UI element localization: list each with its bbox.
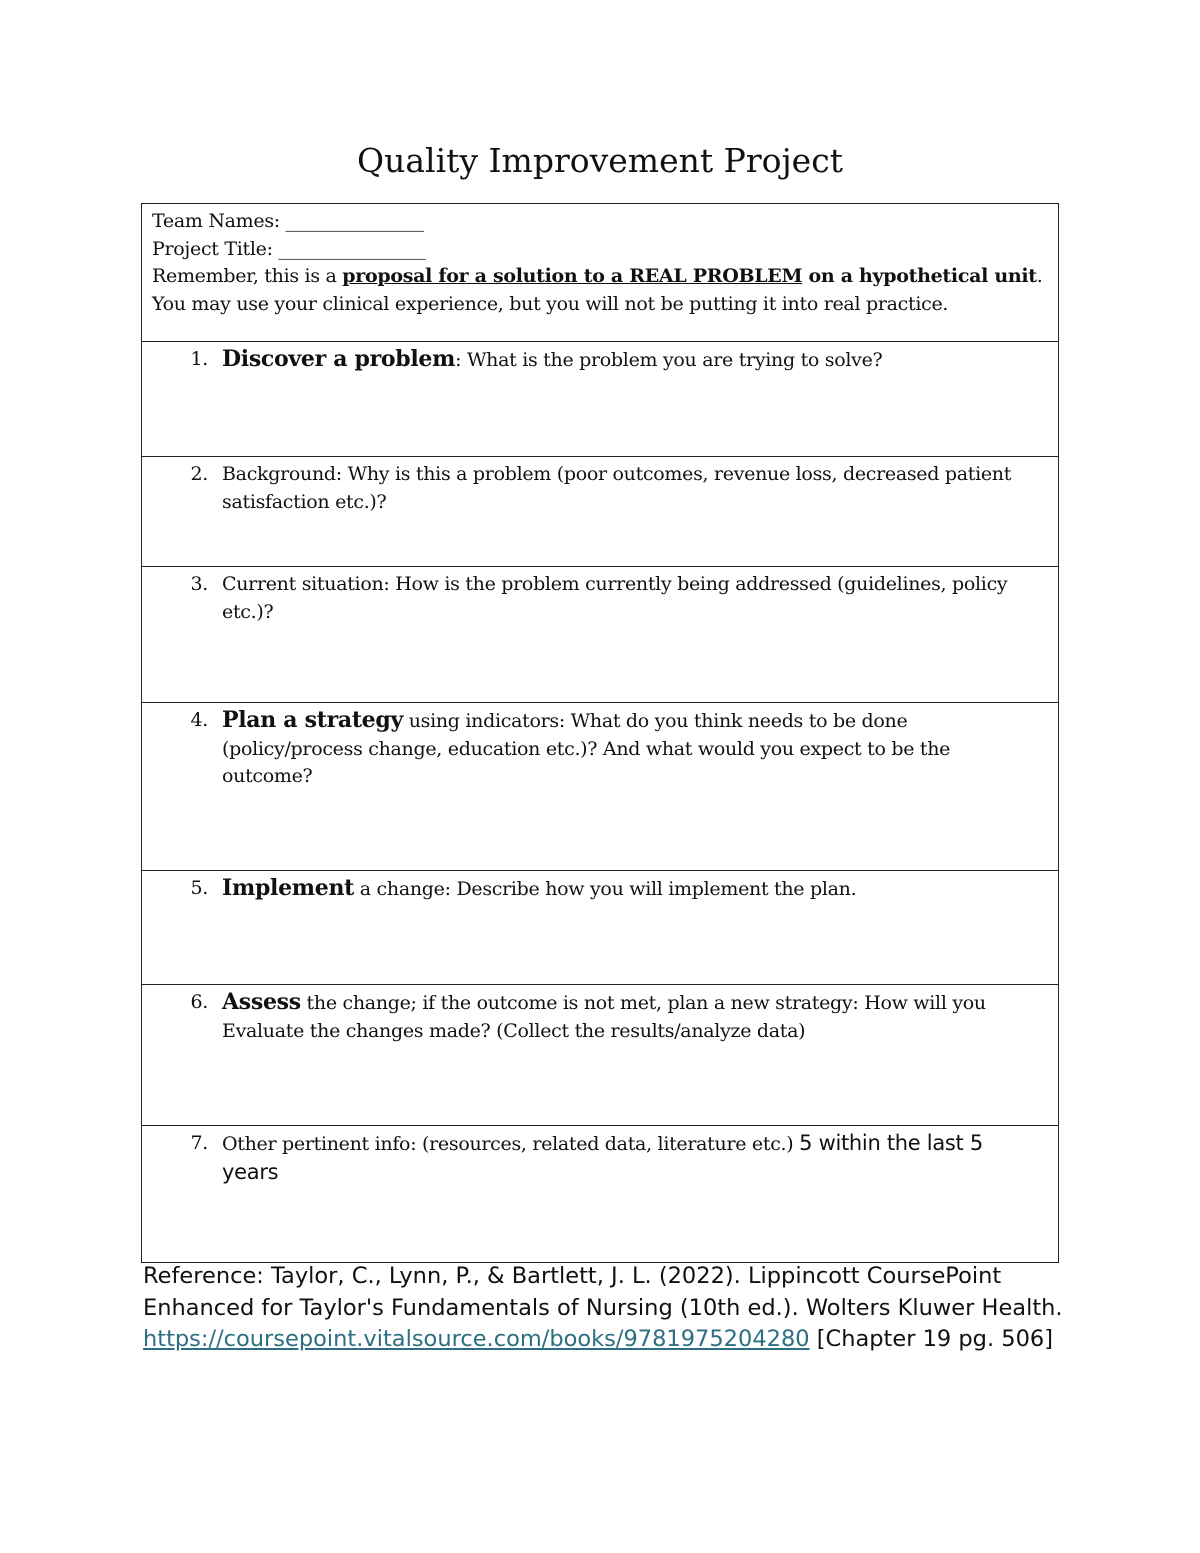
item-row-current-situation — [142, 566, 1058, 702]
item-row-assess — [142, 984, 1058, 1125]
item-lead: Implement — [222, 875, 355, 901]
item-number: 1. — [190, 348, 208, 370]
item-number: 5. — [190, 877, 208, 899]
item-text: Other pertinent info: (resources, related data, literature etc.) — [222, 1133, 800, 1155]
remember-suffix: . — [1036, 265, 1043, 287]
remember-prefix: Remember, this is a — [152, 265, 343, 287]
remember-emphasis: proposal for a solution to a REAL PROBLEM — [342, 265, 803, 287]
remember-line — [152, 263, 1048, 291]
item-lead: Plan a strategy — [222, 707, 403, 733]
project-form-table — [141, 203, 1059, 1263]
item-lead: Assess — [222, 989, 301, 1015]
item-lead: Discover a problem — [222, 346, 456, 372]
item-tail: 5 within the last 5 years — [222, 1131, 983, 1184]
item-row-plan-strategy — [142, 702, 1058, 870]
item-text: Background: Why is this a problem (poor outcomes, revenue loss, decreased patient satisfaction etc.)? — [222, 463, 1012, 513]
item-row-implement — [142, 870, 1058, 984]
reference-suffix: [Chapter 19 pg. 506] — [809, 1326, 1053, 1352]
reference-paragraph — [143, 1261, 1063, 1356]
header-cell — [142, 204, 1058, 341]
remember-unit: on a hypothetical unit — [802, 265, 1037, 287]
item-row-other-info — [142, 1125, 1058, 1262]
item-row-discover — [142, 341, 1058, 456]
item-text: the change; if the outcome is not met, plan a new strategy: How will you Evaluate the changes made? (Collect the results/analyze data) — [222, 992, 986, 1042]
item-text: Current situation: How is the problem currently being addressed (guidelines, policy etc.)? — [222, 573, 1008, 623]
item-text: a change: Describe how you will implement the plan. — [354, 878, 857, 900]
item-text: using indicators: What do you think needs to be done (policy/process change, education etc.)? And what would you expect to be the outcome? — [222, 710, 951, 787]
item-text: : What is the problem you are trying to solve? — [455, 349, 883, 371]
document-title: Quality Improvement Project — [357, 141, 843, 180]
item-number: 7. — [190, 1132, 208, 1154]
item-number: 4. — [190, 709, 208, 731]
item-number: 2. — [190, 463, 208, 485]
reference-text: Reference: Taylor, C., Lynn, P., & Bartlett, J. L. (2022). Lippincott CoursePoint Enhanced for Taylor's Fundamentals of Nursing (10th ed.). Wolters Kluwer Health. — [143, 1263, 1063, 1321]
item-number: 3. — [190, 573, 208, 595]
clinical-note: You may use your clinical experience, but you will not be putting it into real practice. — [152, 292, 949, 315]
item-row-background — [142, 456, 1058, 566]
reference-link[interactable]: https://coursepoint.vitalsource.com/books/9781975204280 — [143, 1326, 810, 1352]
project-title-line: Project Title: ________________ — [152, 237, 426, 260]
team-names-line: Team Names: _______________ — [152, 210, 424, 232]
item-number: 6. — [190, 991, 208, 1013]
